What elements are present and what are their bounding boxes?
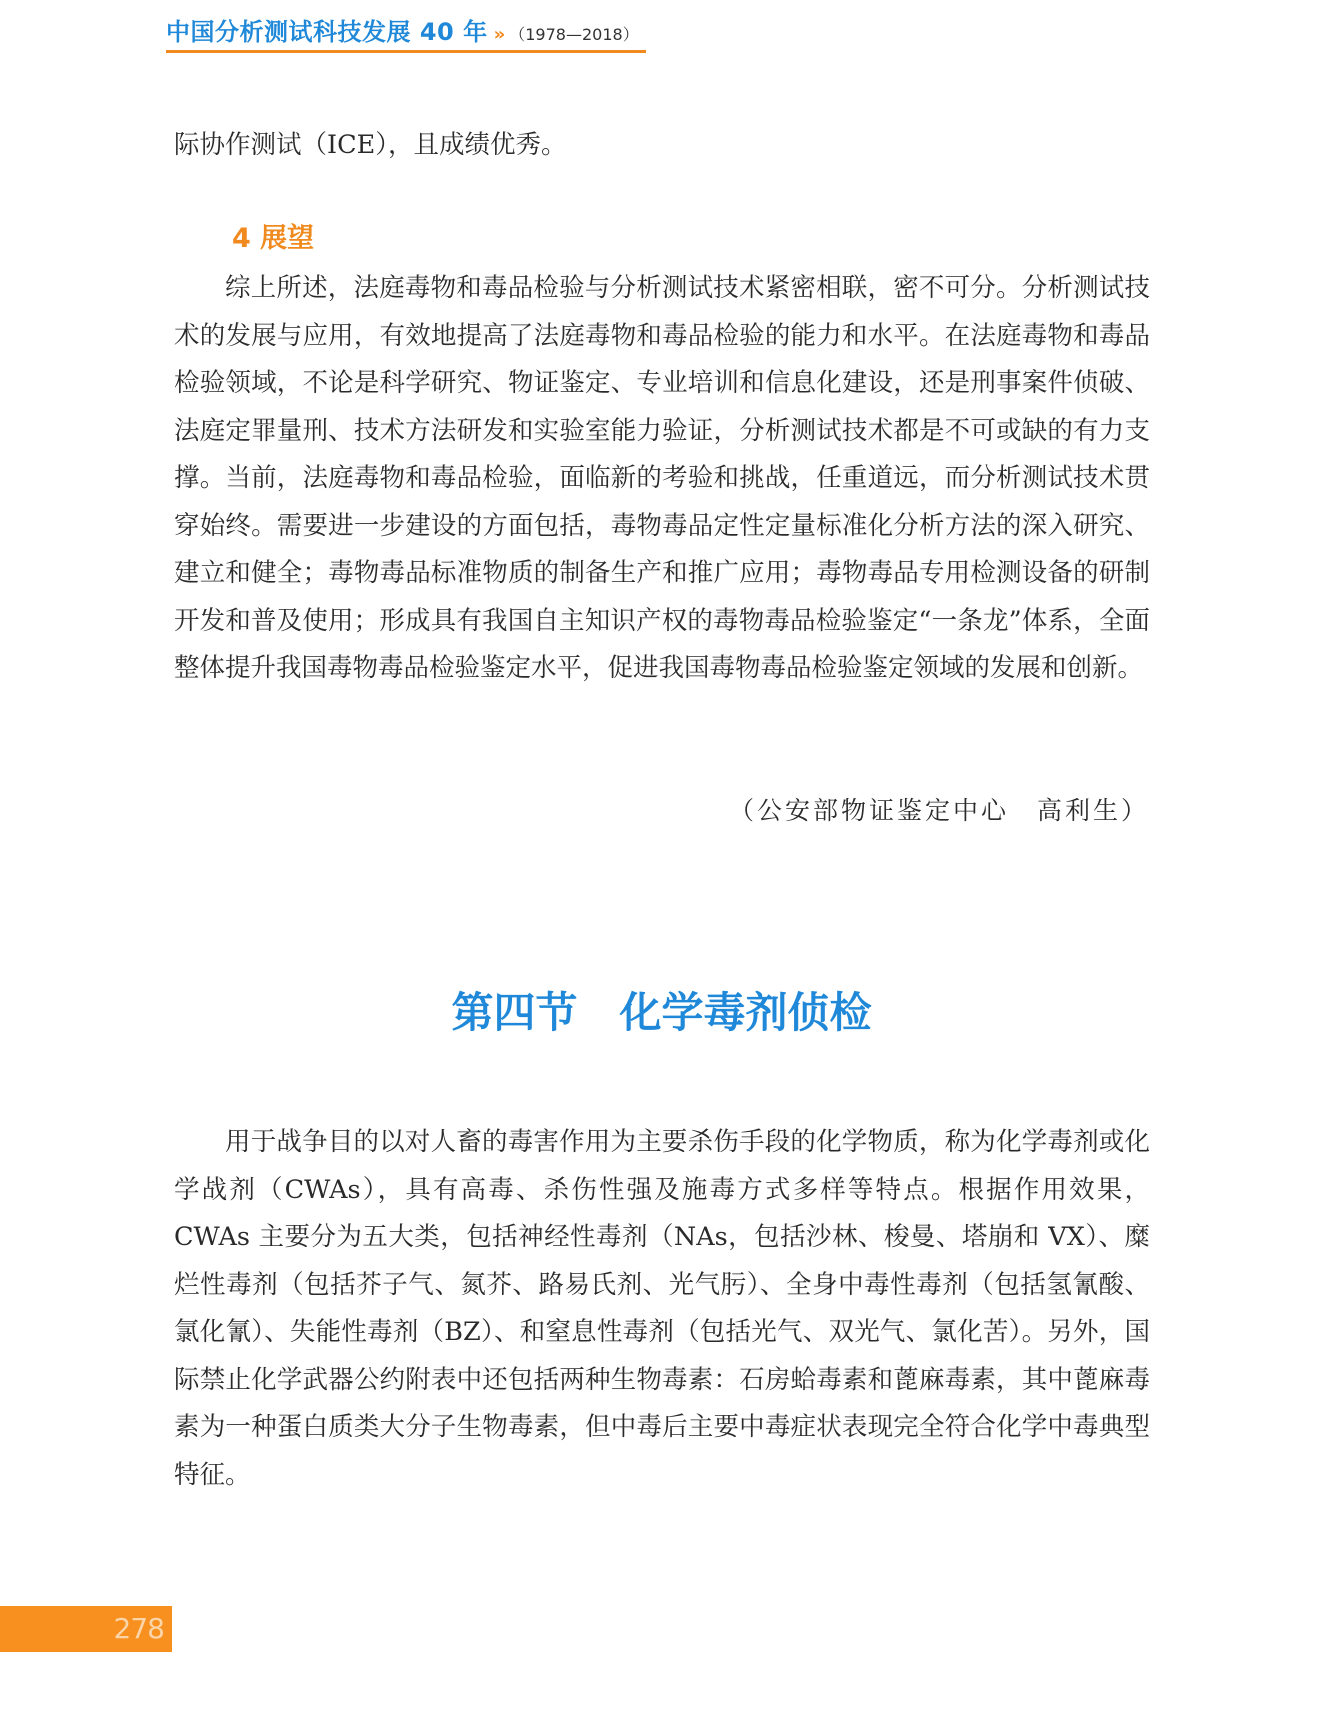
header-underline: [166, 50, 646, 53]
section-title: 第四节 化学毒剂侦检: [451, 988, 872, 1037]
section-intro-paragraph: 用于战争目的以对人畜的毒害作用为主要杀伤手段的化学物质，称为化学毒剂或化学战剂（CWAs），具有高毒、杀伤性强及施毒方式多样等特点。根据作用效果，CWAs 主要分为五大类，包括神经性毒剂（NAs，包括沙林、梭曼、塔崩和 VX）、糜烂性毒剂（包括芥子气、氮芥、路易氏剂、光气肟）、全身中毒性毒剂（包括氢氰酸、氯化氰）、失能性毒剂（BZ）、和窒息性毒剂（包括光气、双光气、氯化苦）。另外，国际禁止化学武器公约附表中还包括两种生物毒素：石房蛤毒素和蓖麻毒素，其中蓖麻毒素为一种蛋白质类大分子生物毒素，但中毒后主要中毒症状表现完全符合化学中毒典型特征。: [174, 1127, 1150, 1490]
continued-paragraph: 际协作测试（ICE），且成绩优秀。: [174, 130, 567, 160]
book-title: 中国分析测试科技发展 40 年: [166, 18, 488, 46]
page-number-badge: [0, 1606, 172, 1652]
author-attribution: （公安部物证鉴定中心 高利生）: [728, 796, 1149, 825]
page-number: 278: [113, 1612, 164, 1645]
summary-paragraph: 综上所述，法庭毒物和毒品检验与分析测试技术紧密相联，密不可分。分析测试技术的发展与应用，有效地提高了法庭毒物和毒品检验的能力和水平。在法庭毒物和毒品检验领域，不论是科学研究、物证鉴定、专业培训和信息化建设，还是刑事案件侦破、法庭定罪量刑、技术方法研发和实验室能力验证，分析测试技术都是不可或缺的有力支撑。当前，法庭毒物和毒品检验，面临新的考验和挑战，任重道远，而分析测试技术贯穿始终。需要进一步建设的方面包括，毒物毒品定性定量标准化分析方法的深入研究、建立和健全；毒物毒品标准物质的制备生产和推广应用；毒物毒品专用检测设备的研制开发和普及使用；形成具有我国自主知识产权的毒物毒品检验鉴定“一条龙”体系，全面整体提升我国毒物毒品检验鉴定水平，促进我国毒物毒品检验鉴定领域的发展和创新。: [174, 273, 1150, 683]
running-header: [166, 12, 639, 50]
subheading-outlook: 4 展望: [232, 223, 315, 254]
double-chevron-icon: »: [493, 24, 506, 45]
year-range: （1978—2018）: [509, 25, 639, 44]
